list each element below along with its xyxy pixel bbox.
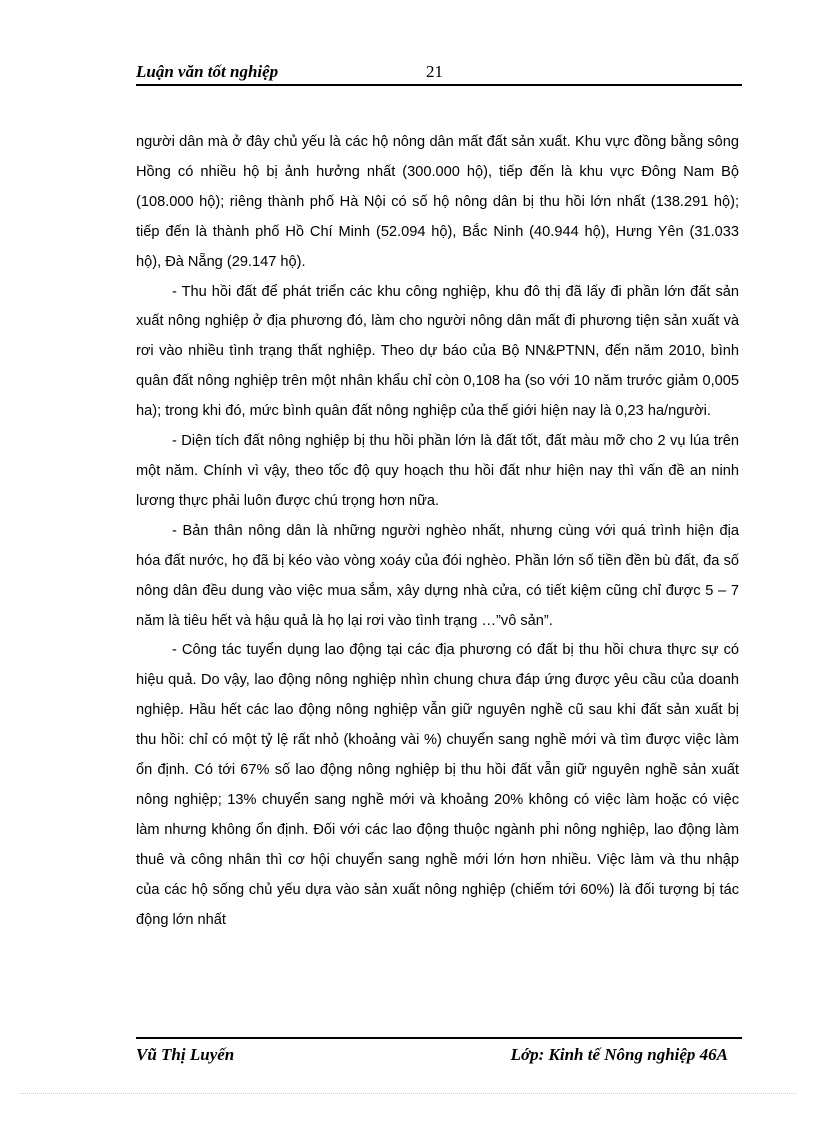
- page-header: [136, 58, 742, 86]
- paragraph-2: - Thu hồi đất để phát triển các khu công nghiệp, khu đô thị đã lấy đi phần lớn đất sản xuất nông nghiệp ở địa phương đó, làm cho người nông dân mất đi phương tiện sản xuất và rơi vào nhiều tình trạng thất nghiệp. Theo dự báo của Bộ NN&PTNN, đến năm 2010, bình quân đất nông nghiệp trên một nhân khẩu chỉ còn 0,108 ha (so với 10 năm trước giảm 0,005 ha); trong khi đó, mức bình quân đất nông nghiệp của thế giới hiện nay là 0,23 ha/người.: [136, 283, 739, 420]
- thesis-title: Luận văn tốt nghiệp: [136, 62, 279, 81]
- paragraph-5: - Công tác tuyển dụng lao động tại các địa phương có đất bị thu hồi chưa thực sự có hiệu quả. Do vậy, lao động nông nghiệp nhìn chung chưa đáp ứng được yêu cầu của doanh nghiệp. Hầu hết các lao động nông nghiệp vẫn giữ nguyên nghề cũ sau khi đất sản xuất bị thu hồi: chỉ có một tỷ lệ rất nhỏ (khoảng vài %) chuyển sang nghề mới và tìm được việc làm ổn định. Có tới 67% số lao động nông nghiệp bị thu hồi đất vẫn giữ nguyên nghề sản xuất nông nghiệp; 13% chuyển sang nghề mới và khoảng 20% không có việc làm hoặc có việc làm nhưng không ổn định. Đối với các lao động thuộc ngành phi nông nghiệp, lao động làm thuê và công nhân thì cơ hội chuyển sang nghề mới lớn hơn nhiều. Việc làm và thu nhập của các hộ sống chủ yếu dựa vào sản xuất nông nghiệp (chiếm tới 60%) là đối tượng bị tác động lớn nhất: [136, 642, 739, 928]
- class-name: Lớp: Kinh tế Nông nghiệp 46A: [510, 1045, 728, 1064]
- author-name: Vũ Thị Luyến: [136, 1045, 235, 1064]
- body-text: [136, 128, 739, 935]
- page-number: 21: [426, 62, 443, 81]
- page-footer: [136, 1037, 742, 1069]
- paragraph-3: - Diện tích đất nông nghiệp bị thu hồi phần lớn là đất tốt, đất màu mỡ cho 2 vụ lúa trên một năm. Chính vì vậy, theo tốc độ quy hoạch thu hồi đất như hiện nay thì vấn đề an ninh lương thực phải luôn được chú trọng hơn nữa.: [136, 433, 739, 509]
- page-edge-divider: [20, 1093, 796, 1094]
- paragraph-4: - Bản thân nông dân là những người nghèo nhất, nhưng cùng với quá trình hiện địa hóa đất nước, họ đã bị kéo vào vòng xoáy của đói nghèo. Phần lớn số tiền đền bù đất, đa số nông dân đều dung vào việc mua sắm, xây dựng nhà cửa, có tiết kiệm cũng chỉ được 5 – 7 năm là tiêu hết và hậu quả là họ lại rơi vào tình trạng …”vô sản”.: [136, 522, 739, 629]
- paragraph-1: người dân mà ở đây chủ yếu là các hộ nông dân mất đất sản xuất. Khu vực đồng bằng sông Hồng có nhiều hộ bị ảnh hưởng nhất (300.000 hộ), tiếp đến là khu vực Đông Nam Bộ (108.000 hộ); riêng thành phố Hà Nội có số hộ nông dân bị thu hồi lớn nhất (138.291 hộ); tiếp đến là thành phố Hồ Chí Minh (52.094 hộ), Bắc Ninh (40.944 hộ), Hưng Yên (31.033 hộ), Đà Nẵng (29.147 hộ).: [136, 134, 739, 270]
